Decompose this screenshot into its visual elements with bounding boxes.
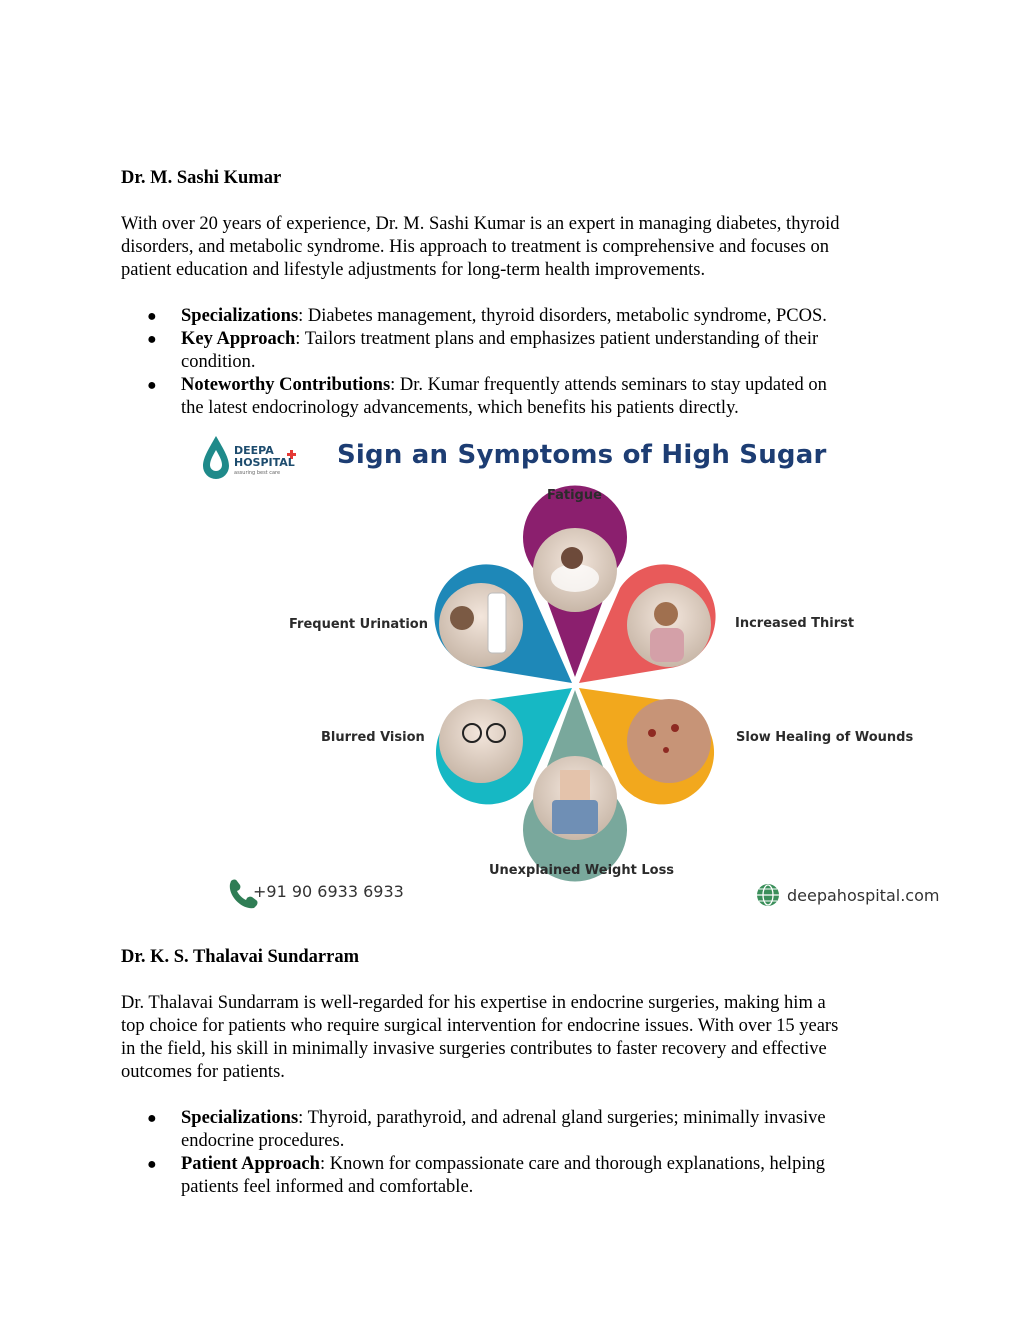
bullet-icon: ● [147, 1156, 157, 1173]
list-item-label: Patient Approach [181, 1154, 320, 1174]
list-item-text: : Known for compassionate care and thorough explanations, helping [319, 1154, 825, 1174]
doctor-heading: Dr. M. Sashi Kumar [121, 168, 282, 188]
symptom-label-wounds: Slow Healing of Wounds [736, 730, 914, 745]
doctor-bio-line: patient education and lifestyle adjustments for long-term health improvements. [121, 260, 706, 280]
list-item [121, 1153, 911, 1199]
globe-icon [757, 884, 779, 906]
bullet-icon: ● [147, 331, 157, 348]
doctor-bio-line: With over 20 years of experience, Dr. M. Sashi Kumar is an expert in managing diabetes, thyroid [121, 214, 840, 234]
list-item-text: the latest endocrinology advancements, which benefits his patients directly. [181, 398, 739, 418]
symptom-label-urination: Frequent Urination [289, 617, 428, 632]
doctor-details-list [121, 305, 911, 420]
list-item-label: Specializations [181, 306, 299, 326]
bullet-icon: ● [147, 308, 157, 325]
high-sugar-symptoms-infographic [200, 428, 940, 918]
bullet-icon: ● [147, 377, 157, 394]
list-item [121, 328, 911, 374]
logo-line: HOSPITAL [234, 456, 295, 469]
list-item-text: : Tailors treatment plans and emphasizes patient understanding of their [295, 329, 819, 349]
doctor-bio-line: disorders, and metabolic syndrome. His approach to treatment is comprehensive and focuses on [121, 237, 829, 257]
symptom-label-weight: Unexplained Weight Loss [489, 863, 675, 878]
doctor-bio-line: Dr. Thalavai Sundarram is well-regarded for his expertise in endocrine surgeries, making him a [121, 993, 826, 1013]
logo-line: DEEPA [234, 444, 274, 457]
symptom-label-thirst: Increased Thirst [735, 616, 855, 631]
list-item [121, 305, 911, 328]
doctor-bio-line: in the field, his skill in minimally invasive surgeries contributes to faster recovery and effective [121, 1039, 827, 1059]
infographic-title: Sign an Symptoms of High Sugar [337, 440, 827, 470]
list-item-label: Specializations [181, 1108, 299, 1128]
symptom-label-vision: Blurred Vision [321, 730, 425, 745]
hospital-logo-name [234, 445, 295, 469]
doctor-bio-line: top choice for patients who require surgical intervention for endocrine issues. With over 15 years [121, 1016, 839, 1036]
list-item [121, 1107, 911, 1153]
bullet-icon: ● [147, 1110, 157, 1127]
list-item-label: Noteworthy Contributions [181, 375, 391, 395]
doctor-heading: Dr. K. S. Thalavai Sundarram [121, 947, 359, 967]
list-item-text: : Dr. Kumar frequently attends seminars to stay updated on [390, 375, 827, 395]
contact-phone: +91 90 6933 6933 [253, 882, 404, 901]
doctor-bio-line: outcomes for patients. [121, 1062, 285, 1082]
list-item-text: endocrine procedures. [181, 1131, 345, 1151]
hospital-logo-tagline: assuring best care [234, 470, 281, 476]
list-item [121, 374, 911, 420]
list-item-text: patients feel informed and comfortable. [181, 1177, 474, 1197]
list-item-label: Key Approach [181, 329, 296, 349]
symptom-label-fatigue: Fatigue [547, 488, 602, 503]
contact-website: deepahospital.com [787, 886, 940, 905]
list-item-text: : Thyroid, parathyroid, and adrenal gland surgeries; minimally invasive [298, 1108, 826, 1128]
doctor-details-list [121, 1107, 911, 1199]
doctor-section-thalavai-sundarram [121, 946, 911, 1199]
doctor-section-sashi-kumar [121, 167, 911, 420]
list-item-text: : Diabetes management, thyroid disorders, metabolic syndrome, PCOS. [298, 306, 827, 326]
list-item-text: condition. [181, 352, 256, 372]
